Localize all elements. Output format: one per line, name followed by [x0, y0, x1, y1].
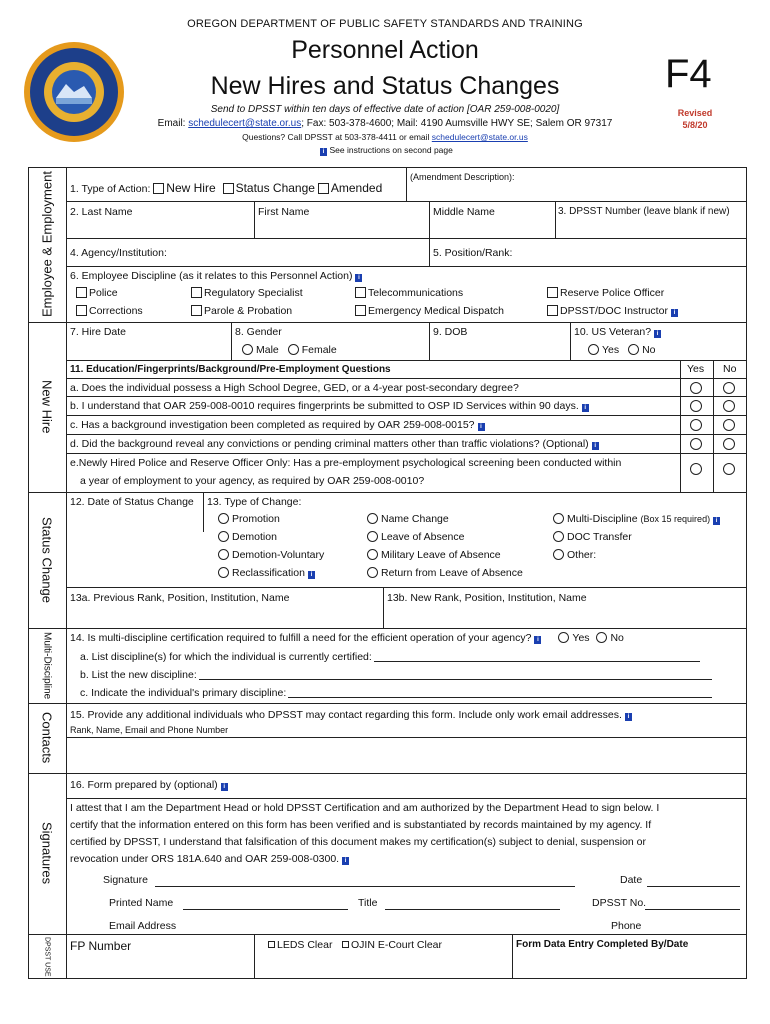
veteran-options — [588, 344, 656, 356]
telecom-checkbox[interactable] — [355, 287, 366, 298]
info-icon[interactable]: i — [478, 423, 485, 431]
disc-doc — [547, 305, 678, 317]
amendment-description-label: (Amendment Description): — [410, 172, 515, 182]
attest-line-1: I attest that I am the Department Head or hold DPSST Certification and am authorized by the Department Head to sign below. I — [70, 802, 660, 814]
previous-rank-label: 13a. Previous Rank, Position, Institution, Name — [70, 592, 290, 604]
veteran-yes-radio[interactable] — [588, 344, 599, 355]
contacts-sub-label: Rank, Name, Email and Phone Number — [70, 725, 229, 735]
discipline-label-row — [70, 270, 362, 282]
disc-corrections — [76, 305, 143, 317]
info-icon[interactable]: i — [355, 274, 362, 282]
qa-yes-radio[interactable] — [690, 382, 702, 394]
department-name: OREGON DEPARTMENT OF PUBLIC SAFETY STANDARDS AND TRAINING — [187, 18, 583, 30]
qe-yes-radio[interactable] — [690, 463, 702, 475]
q14-no-radio[interactable] — [596, 632, 607, 643]
disc-reserve — [547, 287, 664, 299]
title-field[interactable] — [385, 896, 560, 910]
info-icon[interactable]: i — [221, 783, 228, 791]
discipline-label: 6. Employee Discipline (as it relates to this Personnel Action) — [70, 270, 353, 282]
status-change-label: Status Change — [235, 181, 315, 195]
emd-checkbox[interactable] — [355, 305, 366, 316]
attest-line-3: certified by DPSST, I understand that falsification of this document makes my certification(s) subject to denial, suspension or — [70, 836, 647, 848]
dpsst-number-label: 3. DPSST Number (leave blank if new) — [558, 206, 730, 217]
police-label: Police — [89, 287, 118, 299]
info-icon[interactable]: i — [654, 330, 661, 338]
question-c: c. Has a background investigation been completed as required by OAR 259-008-0015? — [70, 419, 475, 431]
attest-line-4: revocation under ORS 181A.640 and OAR 259-008-0300. — [70, 853, 340, 865]
change-type-label: 13. Type of Change: — [207, 496, 302, 508]
promotion-radio[interactable] — [218, 513, 229, 524]
date-field[interactable] — [647, 873, 740, 887]
military-leave-label: Military Leave of Absence — [381, 549, 501, 561]
veteran-row — [574, 326, 661, 338]
col-no-label: No — [723, 363, 737, 375]
qb-yes-radio[interactable] — [690, 400, 702, 412]
last-name-label: 2. Last Name — [70, 206, 133, 218]
qa-no-radio[interactable] — [723, 382, 735, 394]
fax-mail: ; Fax: 503-378-4600; Mail: 4190 Aumsville HWY SE; Salem OR 97317 — [301, 118, 613, 129]
male-label: Male — [256, 344, 279, 356]
opt-multi-discipline — [553, 513, 720, 525]
email-link[interactable]: schedulecert@state.or.us — [188, 118, 302, 129]
q14c-row — [80, 687, 712, 699]
email-address-label: Email Address — [109, 920, 177, 932]
disc-emd — [355, 305, 504, 317]
signature-label: Signature — [103, 874, 148, 886]
qc-no-radio[interactable] — [723, 419, 735, 431]
veteran-no-radio[interactable] — [628, 344, 639, 355]
name-change-radio[interactable] — [367, 513, 378, 524]
disc-telecom — [355, 287, 463, 299]
question-e-line2: a year of employment to your agency, as required by OAR 259-008-0010? — [80, 475, 425, 487]
form-subtitle: New Hires and Status Changes — [210, 72, 560, 100]
reclassification-label: Reclassification — [232, 567, 305, 579]
new-rank-label: 13b. New Rank, Position, Institution, Name — [387, 592, 587, 604]
return-from-leave-label: Return from Leave of Absence — [381, 567, 523, 579]
question-c-row — [70, 419, 485, 431]
name-change-label: Name Change — [381, 513, 449, 525]
leds-label: LEDS Clear — [277, 939, 333, 951]
q14-row — [70, 632, 624, 644]
demotion-voluntary-radio[interactable] — [218, 549, 229, 560]
new-hire-label: New Hire — [166, 181, 216, 195]
printed-name-label: Printed Name — [109, 897, 174, 909]
form-title: Personnel Action — [291, 36, 479, 64]
police-checkbox[interactable] — [76, 287, 87, 298]
military-leave-radio[interactable] — [367, 549, 378, 560]
position-label: 5. Position/Rank: — [433, 247, 513, 259]
q14b-row — [80, 669, 712, 681]
promotion-label: Promotion — [232, 513, 280, 525]
emd-label: Emergency Medical Dispatch — [368, 305, 504, 317]
revised-label: Revised — [677, 108, 713, 118]
opt-leave-of-absence — [367, 531, 464, 543]
q16-label: 16. Form prepared by (optional) — [70, 779, 218, 791]
opt-military-leave — [367, 549, 501, 561]
amended-label: Amended — [330, 181, 383, 195]
opt-other — [553, 549, 596, 561]
form-id: F4 — [665, 52, 712, 96]
qe-no-radio[interactable] — [723, 463, 735, 475]
q14b-label: b. List the new discipline: — [80, 669, 197, 681]
other-label: Other: — [567, 549, 597, 561]
hire-date-label: 7. Hire Date — [70, 326, 127, 338]
info-icon[interactable]: i — [342, 857, 349, 865]
q15-row — [70, 709, 632, 721]
q14c-field[interactable] — [288, 697, 712, 698]
section-contacts: Contacts — [39, 712, 55, 764]
q14a-label: a. List discipline(s) for which the individual is currently certified: — [80, 651, 372, 663]
multi-discipline-label: Multi-Discipline — [567, 513, 638, 525]
status-change-checkbox[interactable] — [223, 183, 234, 194]
doc-instructor-label: DPSST/DOC Instructor — [560, 305, 668, 317]
signature-field[interactable] — [155, 873, 575, 887]
leave-of-absence-label: Leave of Absence — [381, 531, 465, 543]
opt-demotion — [218, 531, 277, 543]
dob-label: 9. DOB — [433, 326, 468, 338]
middle-name-label: Middle Name — [433, 206, 495, 218]
opt-name-change — [367, 513, 449, 525]
questions-text: Questions? Call DPSST at 503-378-4411 or email — [242, 132, 430, 142]
q14b-field[interactable] — [199, 679, 712, 680]
type-of-action-row — [70, 181, 382, 195]
info-icon[interactable]: i — [671, 309, 678, 317]
questions-line — [0, 132, 770, 142]
info-icon[interactable]: i — [308, 571, 315, 579]
regulatory-label: Regulatory Specialist — [204, 287, 303, 299]
col-yes-label: Yes — [687, 363, 705, 375]
first-name-label: First Name — [258, 206, 310, 218]
ojin-checkbox[interactable] — [342, 941, 349, 948]
telecom-label: Telecommunications — [368, 287, 464, 299]
section-multi-discipline: Multi-Discipline — [41, 631, 53, 700]
date-label: Date — [620, 874, 643, 886]
section-dpsst-use: DPSST USE — [43, 936, 51, 977]
doc-transfer-radio[interactable] — [553, 531, 564, 542]
opt-promotion — [218, 513, 280, 525]
parole-label: Parole & Probation — [204, 305, 293, 317]
multi-discipline-note: (Box 15 required) — [640, 514, 711, 524]
doc-instructor-checkbox[interactable] — [547, 305, 558, 316]
dpsst-no-label: DPSST No. — [592, 897, 647, 909]
corrections-checkbox[interactable] — [76, 305, 87, 316]
return-from-leave-radio[interactable] — [367, 567, 378, 578]
disc-police — [76, 287, 118, 299]
q16-row — [70, 779, 228, 791]
q15-label: 15. Provide any additional individuals who DPSST may contact regarding this form. Include only work email addresses. — [70, 709, 622, 721]
send-to-note: Send to DPSST within ten days of effective date of action [OAR 259-008-0020] — [210, 104, 560, 115]
revised-date: 5/8/20 — [682, 120, 708, 130]
info-icon[interactable]: i — [592, 442, 599, 450]
see-instructions — [0, 145, 770, 156]
q14-label: 14. Is multi-discipline certification required to fulfill a need for the efficient operation of your agency? — [70, 632, 532, 644]
multi-discipline-radio[interactable] — [553, 513, 564, 524]
gender-options — [242, 344, 337, 356]
dpsst-no-field[interactable] — [645, 896, 740, 910]
q14a-row — [80, 651, 700, 663]
question-e-line1: e.Newly Hired Police and Reserve Officer Only: Has a pre-employment psychological screening been conducted within — [70, 457, 622, 469]
female-label: Female — [301, 344, 337, 356]
demotion-voluntary-label: Demotion-Voluntary — [232, 549, 325, 561]
question-d: d. Did the background reveal any convictions or pending criminal matters other than traffic violations? (Optional) — [70, 438, 589, 450]
info-icon[interactable]: i — [713, 517, 720, 525]
email-label: Email: — [157, 118, 186, 129]
corrections-label: Corrections — [89, 305, 143, 317]
other-radio[interactable] — [553, 549, 564, 560]
opt-reclassification — [218, 567, 315, 579]
amended-checkbox[interactable] — [318, 183, 329, 194]
opt-doc-transfer — [553, 531, 632, 543]
parole-checkbox[interactable] — [191, 305, 202, 316]
opt-return-from-leave — [367, 567, 523, 579]
qd-no-radio[interactable] — [723, 438, 735, 450]
questions-email-link[interactable]: schedulecert@state.or.us — [431, 132, 528, 142]
disc-parole — [191, 305, 292, 317]
ojin-label: OJIN E-Court Clear — [351, 939, 443, 951]
qc-yes-radio[interactable] — [690, 419, 702, 431]
attest-line-2: certify that the information entered on this form has been verified and is substantiated by records maintained by my agency. If — [70, 819, 652, 831]
info-icon[interactable]: i — [582, 404, 589, 412]
q14-yes-label: Yes — [572, 632, 590, 644]
printed-name-field[interactable] — [183, 896, 348, 910]
veteran-no-label: No — [642, 344, 656, 356]
disc-regulatory — [191, 287, 303, 299]
section-employee: Employee & Employment — [39, 171, 55, 318]
male-radio[interactable] — [242, 344, 253, 355]
data-entry-label: Form Data Entry Completed By/Date — [516, 939, 689, 950]
agency-label: 4. Agency/Institution: — [70, 247, 167, 259]
veteran-yes-label: Yes — [602, 344, 620, 356]
section-new-hire: New Hire — [39, 380, 55, 434]
leave-of-absence-radio[interactable] — [367, 531, 378, 542]
opt-demotion-voluntary — [218, 549, 324, 561]
female-radio[interactable] — [288, 344, 299, 355]
phone-label: Phone — [611, 920, 642, 932]
q11-title: 11. Education/Fingerprints/Background/Pre-Employment Questions — [70, 364, 391, 375]
demotion-label: Demotion — [232, 531, 277, 543]
regulatory-checkbox[interactable] — [191, 287, 202, 298]
status-date-label: 12. Date of Status Change — [70, 496, 194, 508]
new-hire-checkbox[interactable] — [153, 183, 164, 194]
attest-line-4-row — [70, 853, 349, 865]
reserve-label: Reserve Police Officer — [560, 287, 665, 299]
question-b-row — [70, 400, 589, 412]
reserve-checkbox[interactable] — [547, 287, 558, 298]
ojin-row — [342, 939, 442, 951]
gender-label: 8. Gender — [235, 326, 282, 338]
qb-no-radio[interactable] — [723, 400, 735, 412]
type-of-action-label: 1. Type of Action: — [70, 183, 151, 195]
title-label: Title — [358, 897, 378, 909]
q14a-field[interactable] — [374, 661, 700, 662]
leds-checkbox[interactable] — [268, 941, 275, 948]
qd-yes-radio[interactable] — [690, 438, 702, 450]
leds-row — [268, 939, 332, 951]
see-instructions-text: See instructions on second page — [329, 145, 453, 155]
info-icon[interactable]: i — [625, 713, 632, 721]
doc-transfer-label: DOC Transfer — [567, 531, 632, 543]
q14-no-label: No — [610, 632, 624, 644]
question-d-row — [70, 438, 599, 450]
reclassification-radio[interactable] — [218, 567, 229, 578]
section-signatures: Signatures — [39, 822, 55, 885]
question-a: a. Does the individual possess a High School Degree, GED, or a 4-year post-secondary degree? — [70, 382, 519, 394]
info-icon[interactable]: i — [320, 148, 327, 156]
q14-yes-radio[interactable] — [558, 632, 569, 643]
demotion-radio[interactable] — [218, 531, 229, 542]
q14c-label: c. Indicate the individual's primary discipline: — [80, 687, 287, 699]
contact-line — [0, 118, 770, 129]
fp-number-label: FP Number — [70, 939, 132, 953]
veteran-label: 10. US Veteran? — [574, 326, 652, 338]
section-status-change: Status Change — [39, 516, 55, 603]
info-icon[interactable]: i — [534, 636, 541, 644]
question-b: b. I understand that OAR 259-008-0010 requires fingerprints be submitted to OSP ID Services within 90 days. — [70, 400, 579, 412]
